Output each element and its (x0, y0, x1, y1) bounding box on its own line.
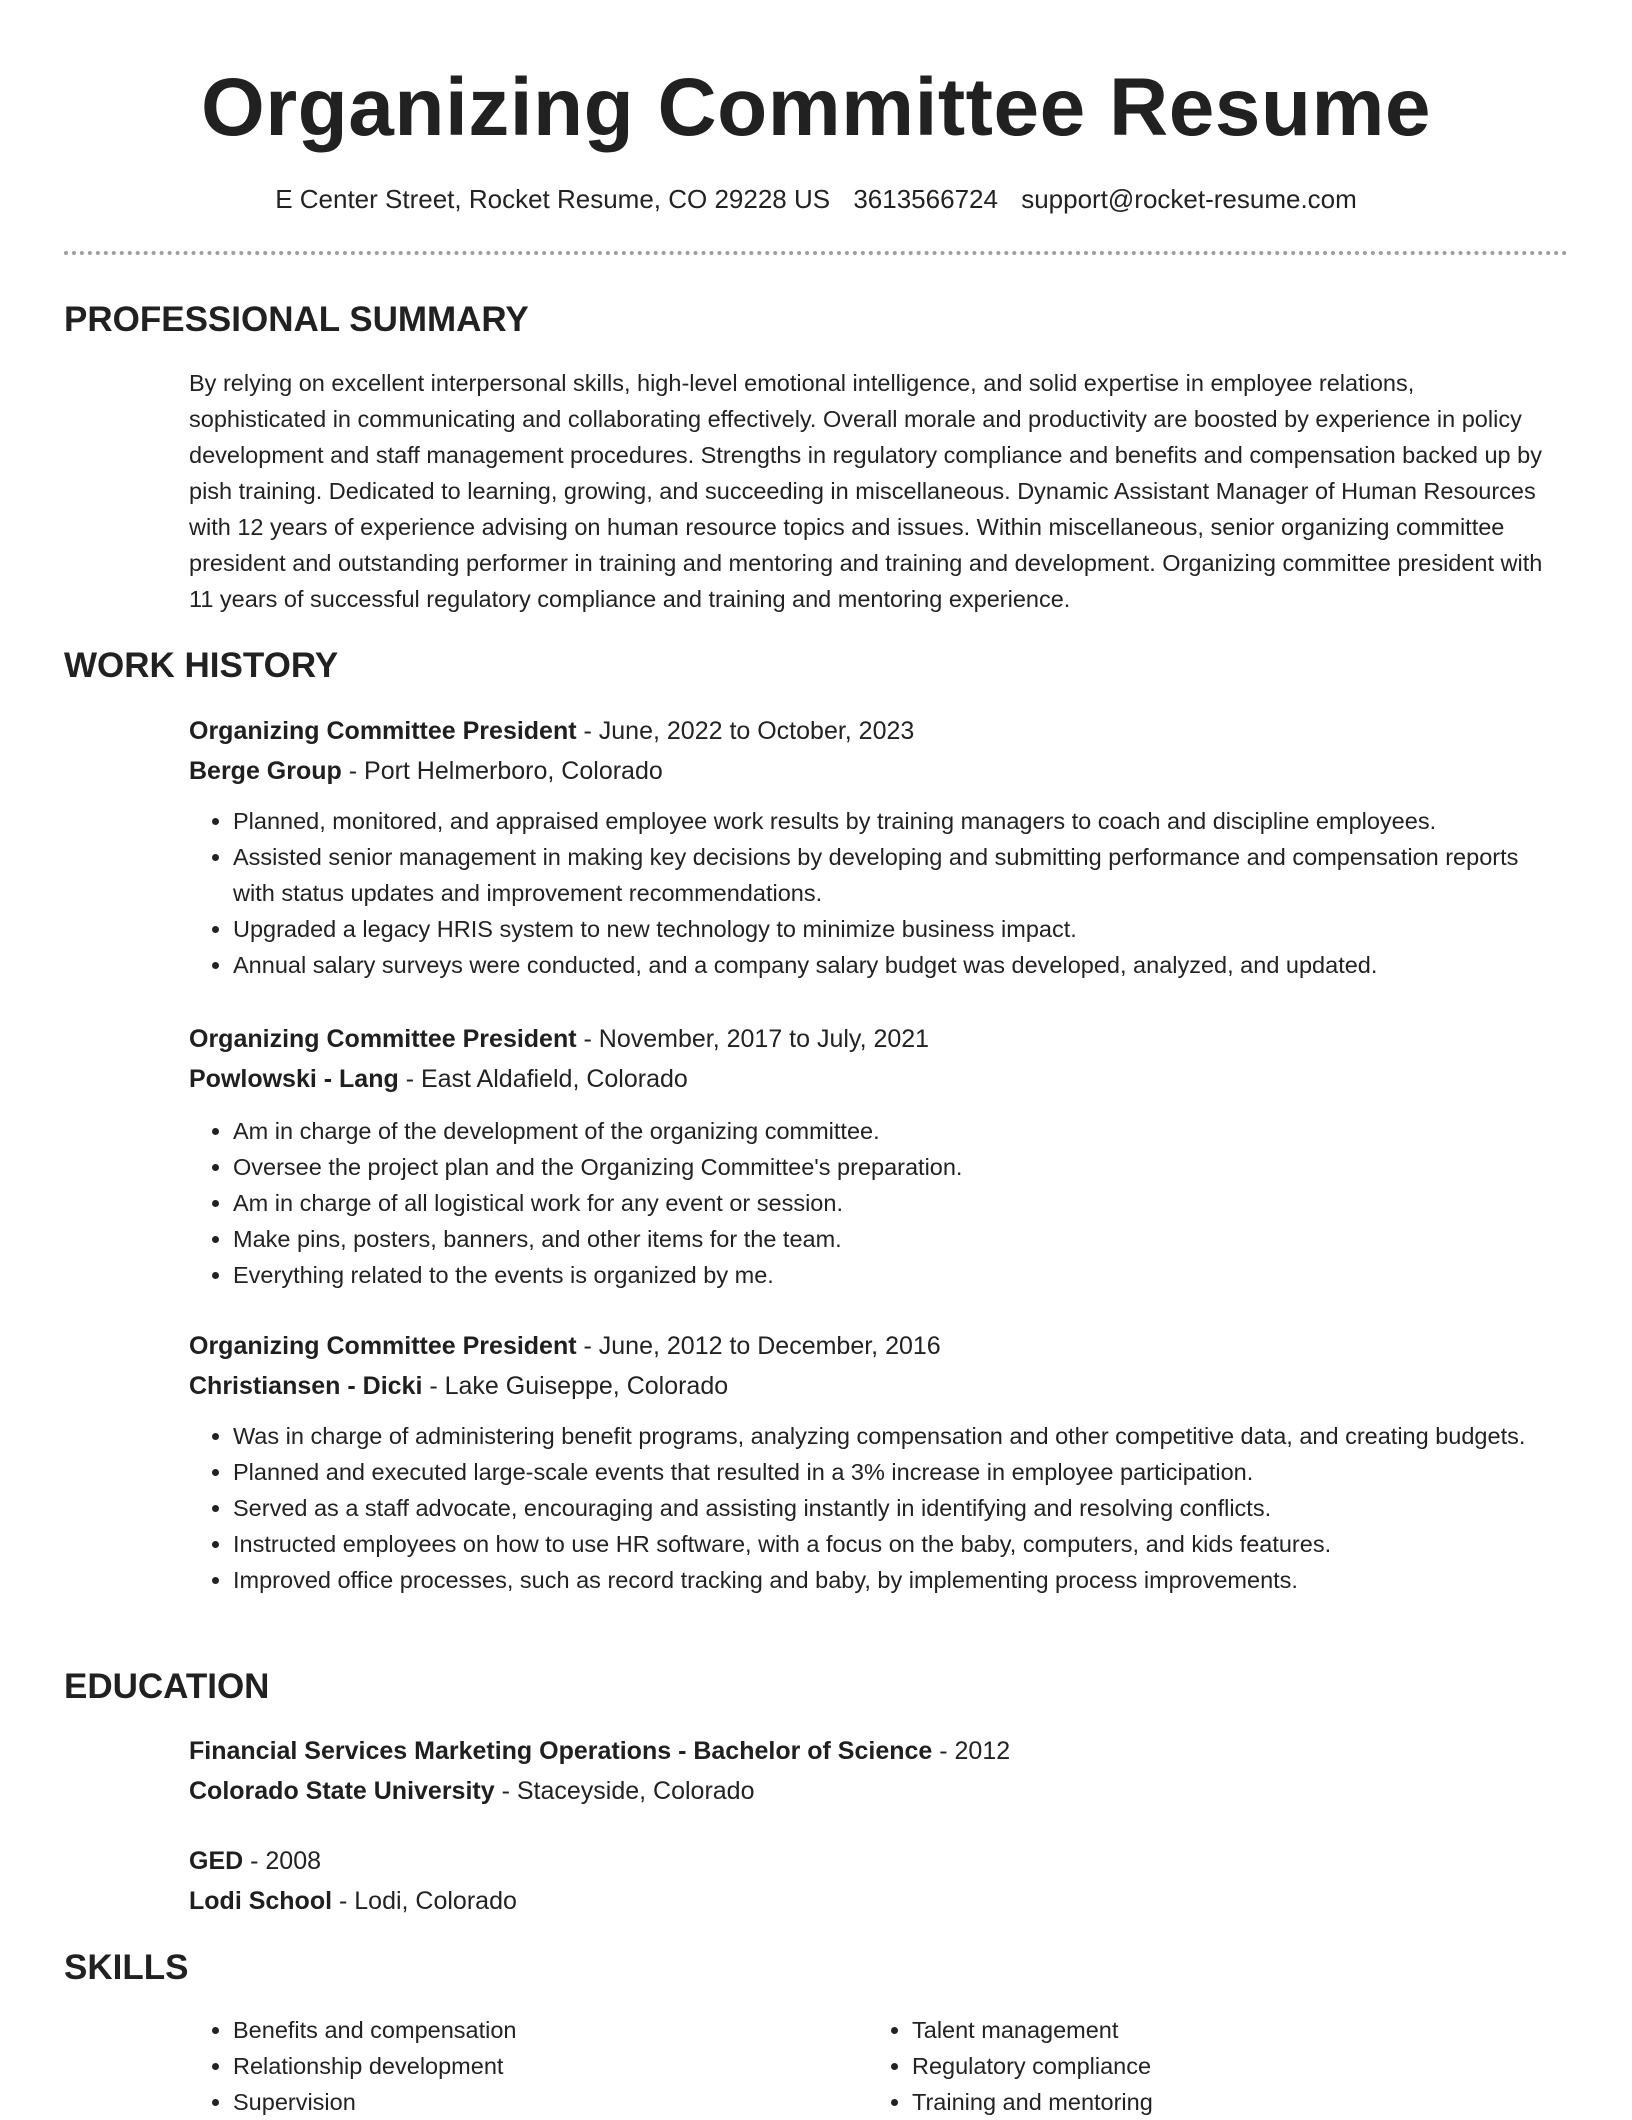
skills-column-right (868, 2012, 1508, 2120)
skill-item: • Benefits and compensation (233, 2012, 829, 2048)
school-location: - Lodi, Colorado (332, 1887, 517, 1915)
job-location: - East Aldafield, Colorado (398, 1065, 688, 1093)
job-company: Powlowski - Lang (189, 1065, 399, 1093)
school-line (189, 1771, 1549, 1811)
job-entry (189, 711, 1549, 983)
skill-item: • Talent management (912, 2012, 1508, 2048)
summary-heading: PROFESSIONAL SUMMARY (64, 300, 529, 339)
list-item: • Was in charge of administering benefit programs, analyzing compensation and other competitive data, and creating budgets. (233, 1418, 1549, 1454)
education-entry (189, 1841, 1549, 1921)
list-item: • Served as a staff advocate, encouraging and assisting instantly in identifying and resolving conflicts. (233, 1490, 1549, 1526)
skill-item: • Relationship development (233, 2048, 829, 2084)
education-entry (189, 1731, 1549, 1811)
degree-name: Financial Services Marketing Operations - Bachelor of Science (189, 1737, 933, 1765)
school-location: - Staceyside, Colorado (494, 1777, 755, 1805)
list-item: • Everything related to the events is organized by me. (233, 1257, 1549, 1293)
list-item: • Planned, monitored, and appraised employee work results by training managers to coach and discipline employees. (233, 803, 1549, 839)
list-item: • Oversee the project plan and the Organizing Committee's preparation. (233, 1149, 1549, 1185)
job-duties-list (189, 1418, 1549, 1598)
contact-address: E Center Street, Rocket Resume, CO 29228 US (275, 184, 831, 214)
job-duties-list (189, 803, 1549, 983)
job-dates: - June, 2012 to December, 2016 (576, 1332, 941, 1360)
list-item: • Planned and executed large-scale events that resulted in a 3% increase in employee participation. (233, 1454, 1549, 1490)
list-item: • Instructed employees on how to use HR software, with a focus on the baby, computers, and kids features. (233, 1526, 1549, 1562)
job-company-line (189, 1366, 1549, 1406)
skills-list (189, 2012, 829, 2120)
job-title: Organizing Committee President (189, 1332, 577, 1360)
job-company-line (189, 751, 1549, 791)
skills-column-left (189, 2012, 829, 2120)
job-dates: - June, 2022 to October, 2023 (576, 717, 915, 745)
job-dates: - November, 2017 to July, 2021 (576, 1025, 930, 1053)
education-heading: EDUCATION (64, 1667, 270, 1706)
job-location: - Lake Guiseppe, Colorado (422, 1372, 729, 1400)
job-company: Christiansen - Dicki (189, 1372, 423, 1400)
degree-year: - 2008 (243, 1847, 322, 1875)
school-line (189, 1881, 1549, 1921)
list-item: • Make pins, posters, banners, and other items for the team. (233, 1221, 1549, 1257)
list-item: • Assisted senior management in making key decisions by developing and submitting performance and compensation reports with status updates and improvement recommendations. (233, 839, 1549, 911)
job-duties-list (189, 1113, 1549, 1293)
list-item: • Am in charge of the development of the organizing committee. (233, 1113, 1549, 1149)
job-title-line (189, 1019, 1549, 1059)
list-item: • Improved office processes, such as record tracking and baby, by implementing process improvements. (233, 1562, 1549, 1598)
skills-list (868, 2012, 1508, 2120)
list-item: • Am in charge of all logistical work for any event or session. (233, 1185, 1549, 1221)
job-entry (189, 1019, 1549, 1293)
contact-email[interactable]: support@rocket-resume.com (1021, 184, 1357, 214)
skill-item: • Training and mentoring (912, 2084, 1508, 2120)
job-title: Organizing Committee President (189, 1025, 577, 1053)
list-item: • Upgraded a legacy HRIS system to new technology to minimize business impact. (233, 911, 1549, 947)
contact-line (0, 182, 1632, 216)
contact-phone: 3613566724 (853, 184, 998, 214)
school-name: Colorado State University (189, 1777, 495, 1805)
degree-line (189, 1731, 1549, 1771)
job-title-line (189, 1326, 1549, 1366)
list-item: • Annual salary surveys were conducted, and a company salary budget was developed, analyzed, and updated. (233, 947, 1549, 983)
job-company: Berge Group (189, 757, 342, 785)
summary-text: By relying on excellent interpersonal skills, high-level emotional intelligence, and solid expertise in employee relations, sophisticated in communicating and collaborating effectively. Overall morale and productivity are boosted by experience in policy development and staff management procedures. Strengths in regulatory compliance and benefits and compensation backed up by pish training. Dedicated to learning, growing, and succeeding in miscellaneous. Dynamic Assistant Manager of Human Resources with 12 years of experience advising on human resource topics and issues. Within miscellaneous, senior organizing committee president and outstanding performer in training and mentoring and training and development. Organizing committee president with 11 years of successful regulatory compliance and training and mentoring experience. (189, 370, 1543, 612)
resume-title: Organizing Committee Resume (200, 62, 1432, 153)
degree-name: GED (189, 1847, 244, 1875)
degree-year: - 2012 (932, 1737, 1011, 1765)
job-title: Organizing Committee President (189, 717, 577, 745)
degree-line (189, 1841, 1549, 1881)
header-divider (64, 251, 1568, 255)
skill-item: • Regulatory compliance (912, 2048, 1508, 2084)
job-company-line (189, 1059, 1549, 1099)
skills-heading: SKILLS (64, 1948, 189, 1987)
job-title-line (189, 711, 1549, 751)
summary-block (189, 365, 1549, 617)
job-location: - Port Helmerboro, Colorado (341, 757, 663, 785)
work-history-heading: WORK HISTORY (64, 646, 339, 685)
skill-item: • Supervision (233, 2084, 829, 2120)
job-entry (189, 1326, 1549, 1598)
school-name: Lodi School (189, 1887, 333, 1915)
